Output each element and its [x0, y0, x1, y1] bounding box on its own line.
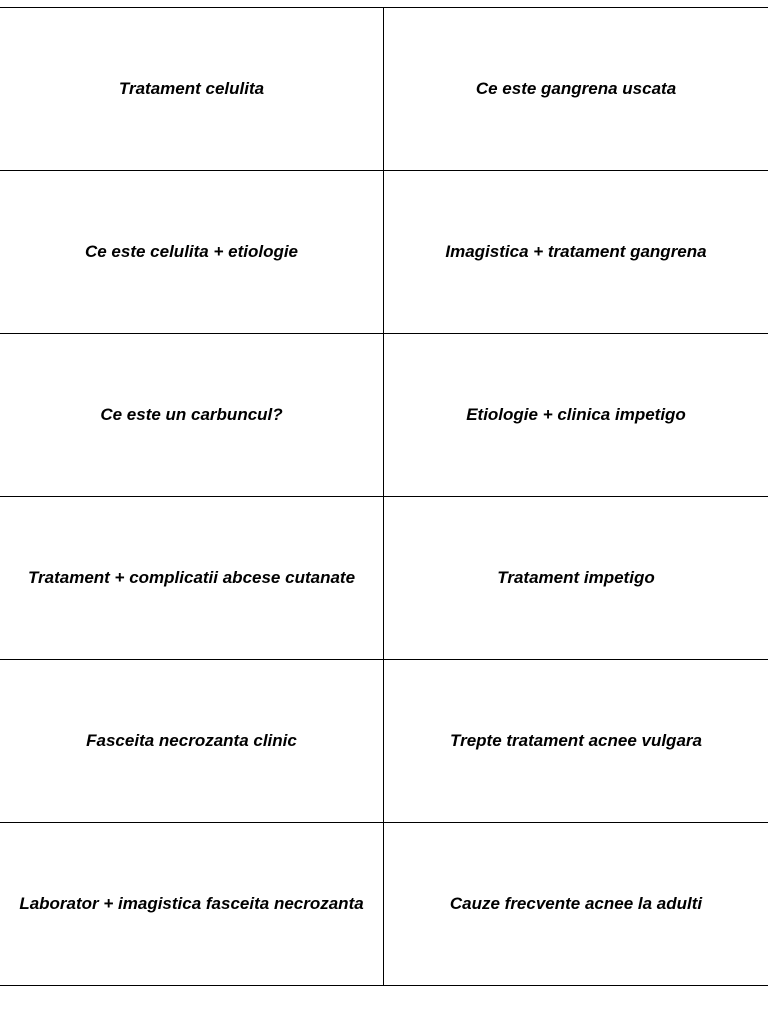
flashcard [0, 497, 384, 660]
flashcard [384, 171, 768, 334]
flashcard-text: Ce este un carbuncul? [100, 404, 283, 424]
flashcard [384, 823, 768, 986]
flashcard-text: Trepte tratament acnee vulgara [450, 730, 702, 750]
flashcard-text: Fasceita necrozanta clinic [86, 730, 297, 750]
flashcard [0, 334, 384, 497]
flashcard-text: Tratament impetigo [497, 567, 655, 587]
flashcard [384, 497, 768, 660]
flashcard [0, 660, 384, 823]
flashcard-text: Imagistica + tratament gangrena [445, 241, 707, 261]
flashcard [384, 660, 768, 823]
flashcard-text: Tratament + complicatii abcese cutanate [27, 567, 356, 587]
flashcard [384, 8, 768, 171]
flashcard-text: Ce este gangrena uscata [475, 78, 677, 98]
flashcard [0, 8, 384, 171]
flashcard-grid [0, 8, 768, 986]
flashcard-text: Laborator + imagistica fasceita necrozanta [19, 893, 364, 913]
flashcard-text: Ce este celulita + etiologie [84, 241, 299, 261]
flashcard [0, 171, 384, 334]
flashcard-text: Etiologie + clinica impetigo [466, 404, 686, 424]
flashcard [0, 823, 384, 986]
flashcard-text: Tratament celulita [118, 78, 265, 98]
flashcard-sheet [0, 7, 768, 985]
flashcard-text: Cauze frecvente acnee la adulti [449, 893, 703, 913]
flashcard [384, 334, 768, 497]
